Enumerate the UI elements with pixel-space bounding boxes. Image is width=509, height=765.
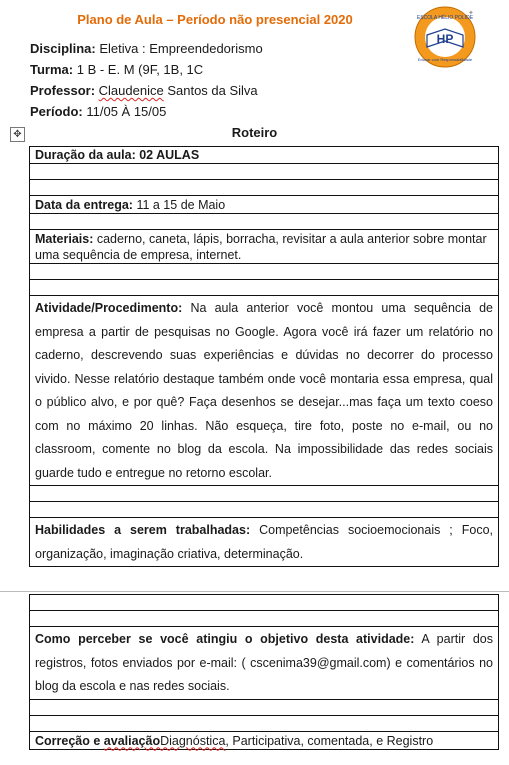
como-row — [30, 627, 498, 700]
disciplina-value: Eletiva : Empreendedorismo — [99, 41, 263, 56]
disciplina-label: Disciplina: — [30, 41, 96, 56]
empty-row — [30, 486, 498, 502]
correcao-label-underlined: avaliação — [103, 733, 161, 748]
logo-letters: HP — [436, 32, 454, 46]
data-label: Data da entrega: — [35, 198, 133, 212]
atividade-value: Na aula anterior você montou uma sequência de empresa a partir de pesquisas no Google. Agora você irá fazer um relatório no caderno, descrevendo suas experiências e dúvidas no decorrer do processo vivido. Nesse relatório destaque também onde você montaria essa empresa, qual o público alvo, e por quê? Faça desenhos se desejar...mas faça um texto coeso com no máximo 20 linhas. Não esqueça, tire foto, poste no e-mail, ou no classroom, comente no blog da escola. Na impossibilidade das redes sociais guarde tudo e entregue no retorno escolar. — [35, 301, 493, 480]
empty-row — [30, 280, 498, 296]
empty-row — [30, 716, 498, 732]
turma-line — [30, 62, 203, 77]
evaluation-table — [29, 594, 499, 750]
page-break — [0, 591, 509, 592]
materiais-label: Materiais: — [35, 232, 94, 246]
atividade-row — [30, 296, 498, 486]
data-value: 11 a 15 de Maio — [136, 198, 226, 212]
school-logo-icon — [413, 5, 477, 69]
empty-row — [30, 595, 498, 611]
turma-label: Turma: — [30, 62, 74, 77]
empty-row — [30, 700, 498, 716]
professor-last-name: Santos da Silva — [167, 83, 258, 98]
habilidades-label: Habilidades a serem trabalhadas: — [35, 523, 251, 537]
correcao-value: , Participativa, comentada, e Registro — [225, 733, 434, 748]
empty-row — [30, 264, 498, 280]
materiais-value: caderno, caneta, lápis, borracha, revisitar a aula anterior sobre montar uma sequência de empresa, internet. — [35, 232, 487, 262]
correcao-value-underlined: Diagnóstica — [160, 733, 226, 748]
empty-row — [30, 502, 498, 518]
periodo-line — [30, 104, 166, 119]
empty-row — [30, 180, 498, 196]
habilidades-row — [30, 518, 498, 567]
empty-row — [30, 164, 498, 180]
periodo-value: 11/05 À 15/05 — [86, 104, 167, 119]
professor-line — [30, 83, 258, 98]
correcao-label: Correção e — [35, 733, 101, 748]
disciplina-line — [30, 41, 263, 56]
professor-label: Professor: — [30, 83, 96, 98]
habilidades-value: Competências socioemocionais ; Foco, organização, imaginação criativa, determinação. — [35, 523, 493, 561]
atividade-label: Atividade/Procedimento: — [35, 301, 183, 315]
correcao-row — [30, 732, 498, 750]
page-title: Plano de Aula – Período não presencial 2020 — [77, 12, 353, 27]
empty-row — [30, 214, 498, 230]
duracao-text: Duração da aula: 02 AULAS — [35, 148, 200, 162]
como-value: A partir dos registros, fotos enviados por e-mail: ( cscenima39@gmail.com) e comentários no blog da escola e nas redes sociais. — [35, 632, 493, 693]
como-label: Como perceber se você atingiu o objetivo desta atividade: — [35, 632, 415, 646]
roteiro-title: Roteiro — [231, 125, 278, 140]
empty-row — [30, 611, 498, 627]
move-icon[interactable]: ✥ — [10, 127, 25, 142]
svg-text:✦: ✦ — [468, 9, 474, 17]
roteiro-table — [29, 146, 499, 567]
duracao-row — [30, 147, 498, 164]
materiais-row — [30, 230, 498, 264]
turma-value: 1 B - E. M (9F, 1B, 1C — [76, 62, 204, 77]
logo-text-top: ESCOLA HÉLIO POLIDE — [416, 15, 474, 21]
logo-text-bottom: Educar com Responsabilidade — [417, 57, 473, 62]
periodo-label: Período: — [30, 104, 83, 119]
professor-first-name: Claudenice — [98, 83, 164, 98]
data-row — [30, 196, 498, 214]
